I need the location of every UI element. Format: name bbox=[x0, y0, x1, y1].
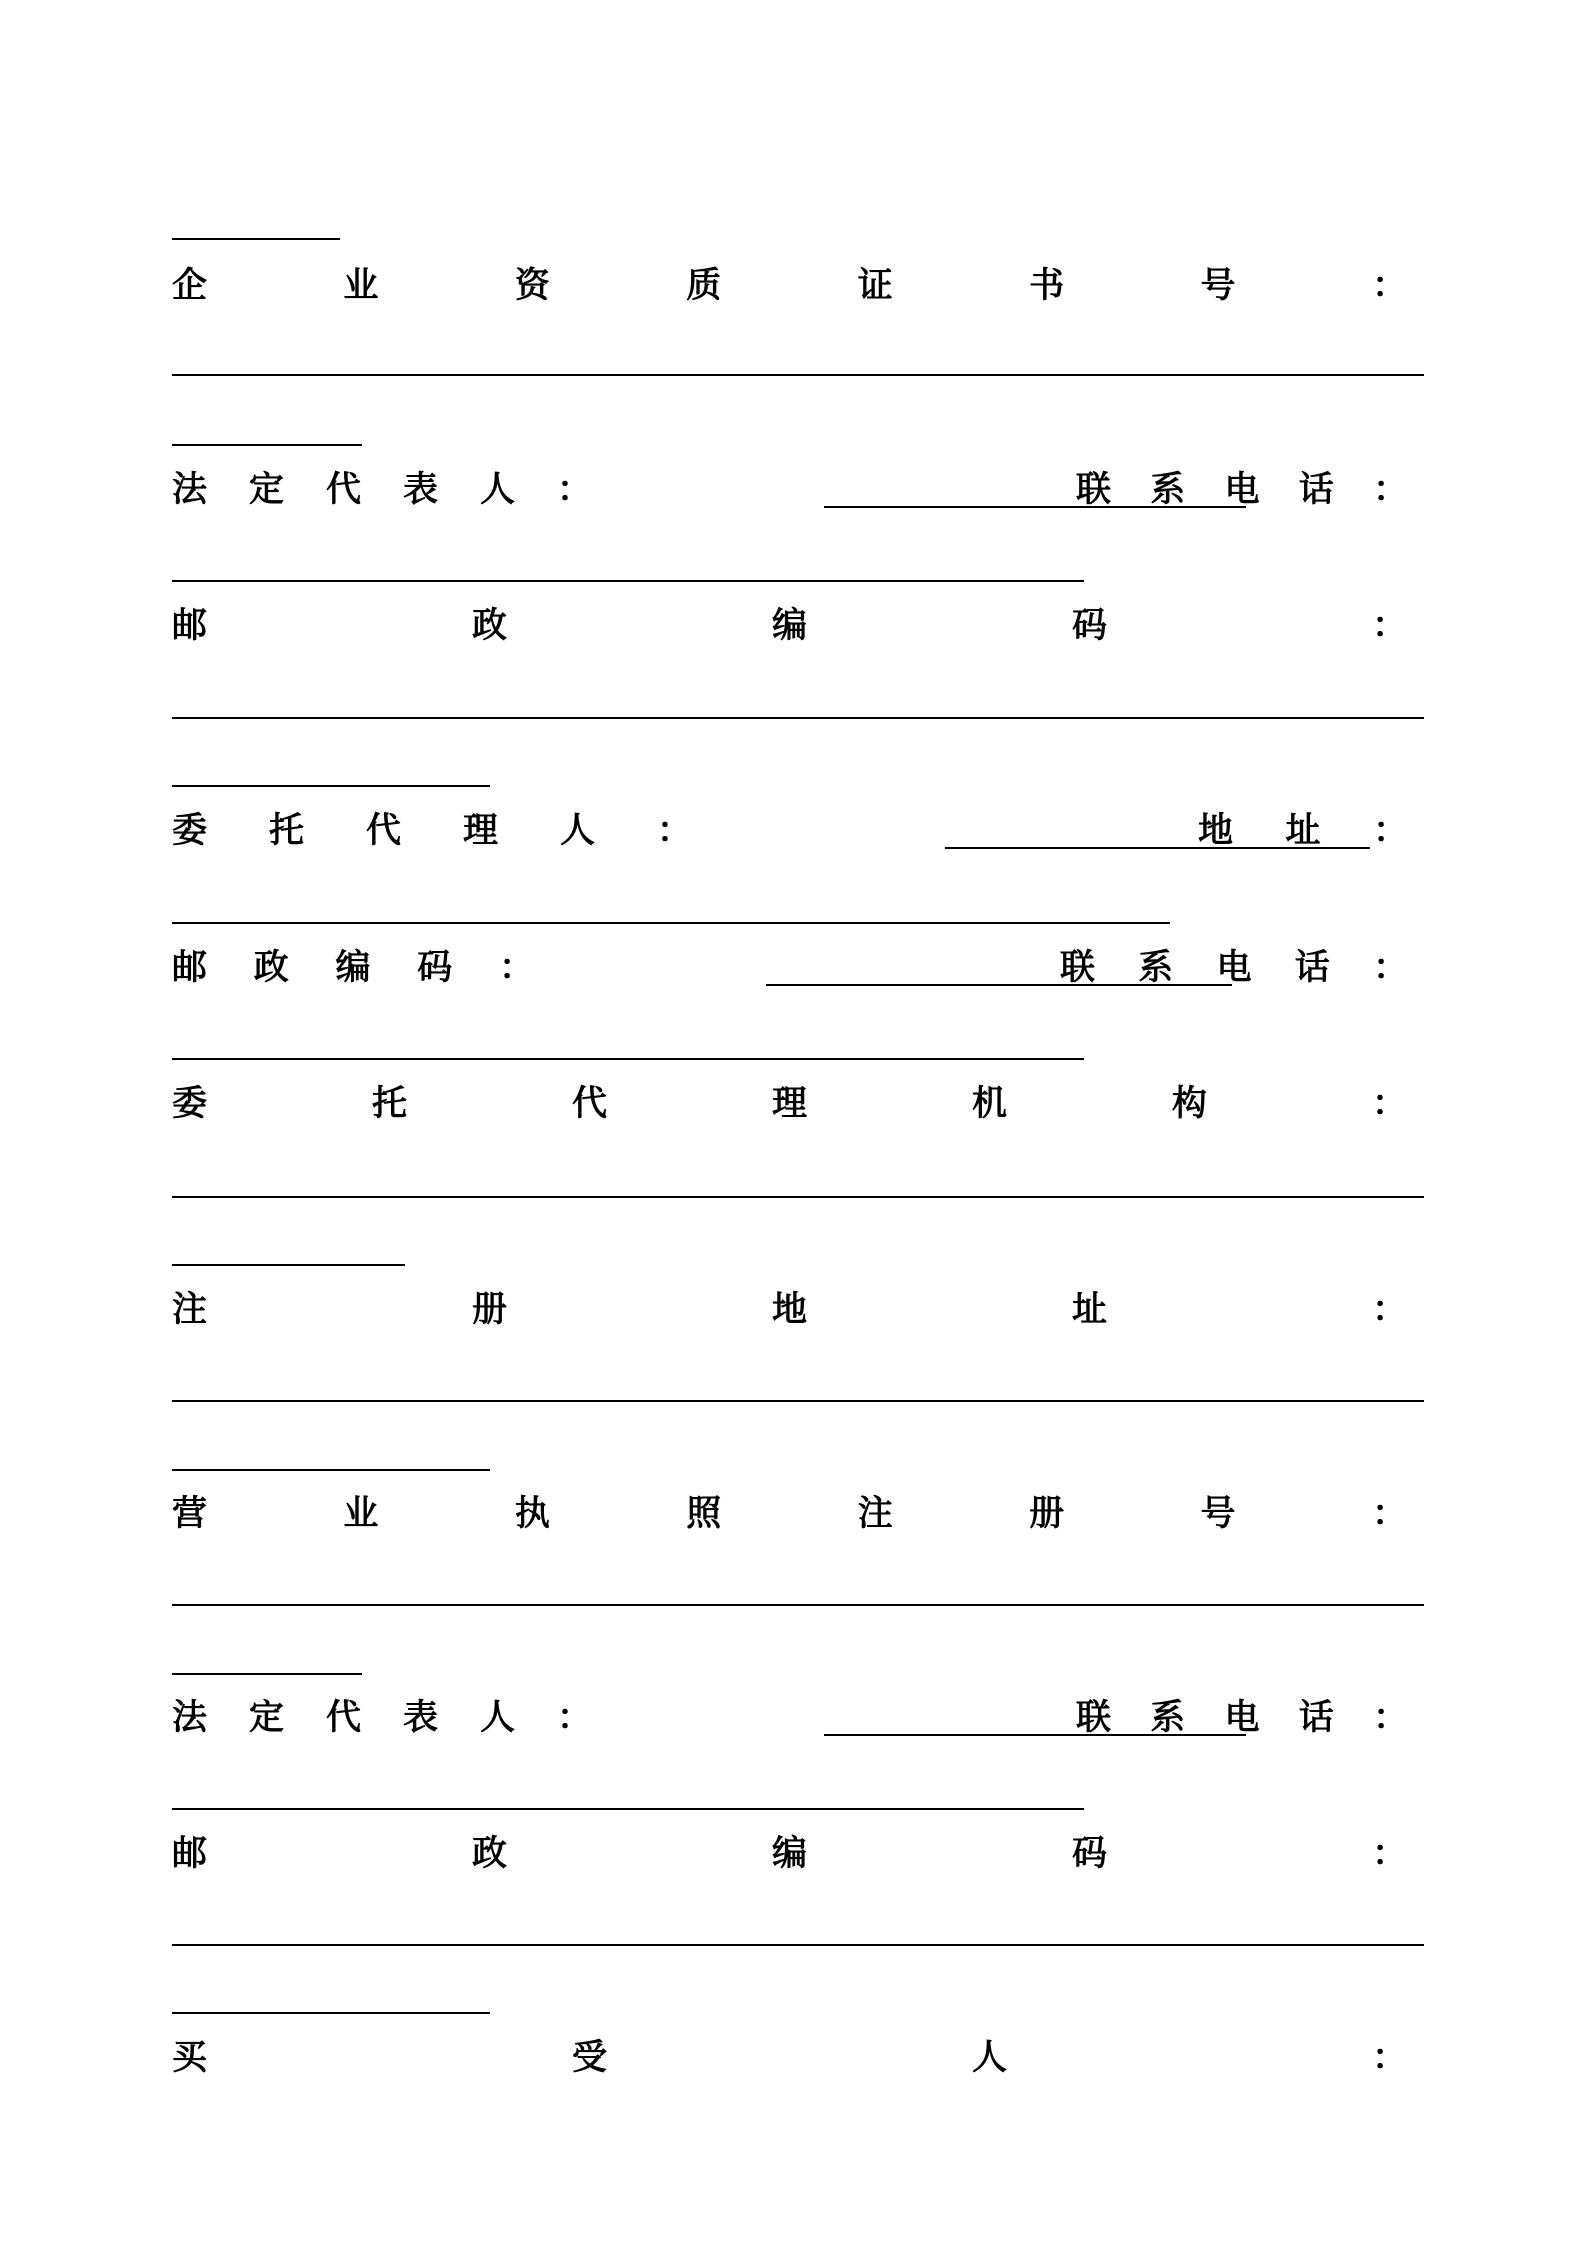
label-char: 营 bbox=[172, 1494, 208, 1534]
label-char: 号 bbox=[1200, 266, 1236, 306]
field-cert-number bbox=[172, 262, 1407, 310]
field-business-license bbox=[172, 1490, 1407, 1538]
label-char: 话 bbox=[1298, 470, 1334, 510]
label-char: 码 bbox=[417, 948, 453, 988]
label-colon: ： bbox=[1371, 1494, 1407, 1534]
label-char: 代 bbox=[571, 1084, 607, 1124]
blank-line bbox=[172, 1264, 405, 1266]
blank-line bbox=[172, 238, 340, 240]
label-char: 联 bbox=[1060, 948, 1096, 988]
postcode-label bbox=[172, 944, 534, 992]
blank-line bbox=[172, 1808, 1084, 1810]
label-char: 册 bbox=[471, 1290, 507, 1330]
label-char: 人 bbox=[559, 811, 595, 851]
blank-line bbox=[172, 374, 1424, 376]
label-char: 理 bbox=[462, 811, 498, 851]
label-colon: ： bbox=[1372, 1698, 1408, 1738]
label-char: 址 bbox=[1071, 1290, 1107, 1330]
label-char: 执 bbox=[514, 1494, 550, 1534]
label-char: 编 bbox=[771, 606, 807, 646]
label-char: 地 bbox=[1198, 811, 1234, 851]
legal-rep-label bbox=[172, 466, 592, 514]
label-char: 电 bbox=[1224, 1698, 1260, 1738]
label-char: 业 bbox=[343, 266, 379, 306]
label-char: 人 bbox=[479, 1698, 515, 1738]
blank-line bbox=[172, 580, 1084, 582]
field-agency bbox=[172, 1080, 1407, 1128]
blank-line bbox=[172, 1058, 1084, 1060]
label-char: 委 bbox=[172, 1084, 208, 1124]
label-char: 质 bbox=[686, 266, 722, 306]
label-char: 代 bbox=[325, 1698, 361, 1738]
blank-line bbox=[172, 444, 362, 446]
address-label bbox=[1198, 807, 1408, 855]
label-char: 托 bbox=[371, 1084, 407, 1124]
phone-label bbox=[1060, 944, 1408, 992]
label-char: 邮 bbox=[172, 606, 208, 646]
label-char: 联 bbox=[1076, 1698, 1112, 1738]
blank-line bbox=[172, 1469, 490, 1471]
blank-line bbox=[172, 1196, 1424, 1198]
label-colon: ： bbox=[1372, 948, 1408, 988]
field-buyer bbox=[172, 2034, 1407, 2082]
label-colon: ： bbox=[1371, 266, 1407, 306]
label-colon: ： bbox=[1372, 811, 1408, 851]
label-char: 托 bbox=[268, 811, 304, 851]
label-colon: ： bbox=[1371, 606, 1407, 646]
label-char: 照 bbox=[686, 1494, 722, 1534]
phone-label bbox=[1076, 466, 1408, 514]
label-char: 系 bbox=[1138, 948, 1174, 988]
label-char: 码 bbox=[1071, 606, 1107, 646]
blank-line bbox=[172, 922, 1170, 924]
label-char: 企 bbox=[172, 266, 208, 306]
label-char: 买 bbox=[172, 2038, 208, 2078]
label-char: 编 bbox=[771, 1834, 807, 1874]
label-char: 政 bbox=[253, 948, 289, 988]
blank-line bbox=[172, 1673, 362, 1675]
label-colon: ： bbox=[1371, 1834, 1407, 1874]
label-char: 地 bbox=[771, 1290, 807, 1330]
label-colon: ： bbox=[556, 470, 592, 510]
label-char: 受 bbox=[571, 2038, 607, 2078]
agent-label bbox=[172, 807, 692, 855]
label-char: 址 bbox=[1285, 811, 1321, 851]
label-char: 资 bbox=[514, 266, 550, 306]
label-char: 表 bbox=[402, 470, 438, 510]
label-char: 话 bbox=[1298, 1698, 1334, 1738]
label-char: 邮 bbox=[172, 1834, 208, 1874]
field-postcode bbox=[172, 602, 1407, 650]
label-colon: ： bbox=[1372, 470, 1408, 510]
label-char: 定 bbox=[248, 1698, 284, 1738]
label-char: 理 bbox=[771, 1084, 807, 1124]
label-char: 电 bbox=[1216, 948, 1252, 988]
blank-line bbox=[172, 2012, 490, 2014]
label-char: 机 bbox=[971, 1084, 1007, 1124]
label-char: 册 bbox=[1029, 1494, 1065, 1534]
blank-line bbox=[172, 1944, 1424, 1946]
label-char: 政 bbox=[471, 606, 507, 646]
label-char: 编 bbox=[335, 948, 371, 988]
label-char: 业 bbox=[343, 1494, 379, 1534]
blank-line bbox=[172, 1400, 1424, 1402]
blank-line bbox=[172, 1604, 1424, 1606]
label-char: 号 bbox=[1200, 1494, 1236, 1534]
label-colon: ： bbox=[556, 1698, 592, 1738]
legal-rep-label bbox=[172, 1694, 592, 1742]
label-char: 代 bbox=[325, 470, 361, 510]
label-char: 人 bbox=[479, 470, 515, 510]
label-char: 邮 bbox=[172, 948, 208, 988]
label-char: 法 bbox=[172, 1698, 208, 1738]
label-colon: ： bbox=[1371, 1084, 1407, 1124]
label-char: 代 bbox=[365, 811, 401, 851]
label-char: 系 bbox=[1150, 470, 1186, 510]
label-char: 注 bbox=[857, 1494, 893, 1534]
label-char: 定 bbox=[248, 470, 284, 510]
label-char: 构 bbox=[1171, 1084, 1207, 1124]
label-colon: ： bbox=[656, 811, 692, 851]
label-char: 系 bbox=[1150, 1698, 1186, 1738]
field-registered-address bbox=[172, 1286, 1407, 1334]
blank-line bbox=[172, 717, 1424, 719]
label-char: 法 bbox=[172, 470, 208, 510]
label-char: 政 bbox=[471, 1834, 507, 1874]
label-char: 证 bbox=[857, 266, 893, 306]
label-char: 注 bbox=[172, 1290, 208, 1330]
label-char: 书 bbox=[1029, 266, 1065, 306]
label-char: 表 bbox=[402, 1698, 438, 1738]
phone-label bbox=[1076, 1694, 1408, 1742]
label-char: 委 bbox=[172, 811, 208, 851]
label-char: 人 bbox=[971, 2038, 1007, 2078]
label-colon: ： bbox=[1371, 1290, 1407, 1330]
blank-line bbox=[172, 785, 490, 787]
label-char: 码 bbox=[1071, 1834, 1107, 1874]
label-colon: ： bbox=[1371, 2038, 1407, 2078]
label-char: 联 bbox=[1076, 470, 1112, 510]
label-char: 话 bbox=[1294, 948, 1330, 988]
field-postcode-2 bbox=[172, 1830, 1407, 1878]
label-colon: ： bbox=[498, 948, 534, 988]
label-char: 电 bbox=[1224, 470, 1260, 510]
